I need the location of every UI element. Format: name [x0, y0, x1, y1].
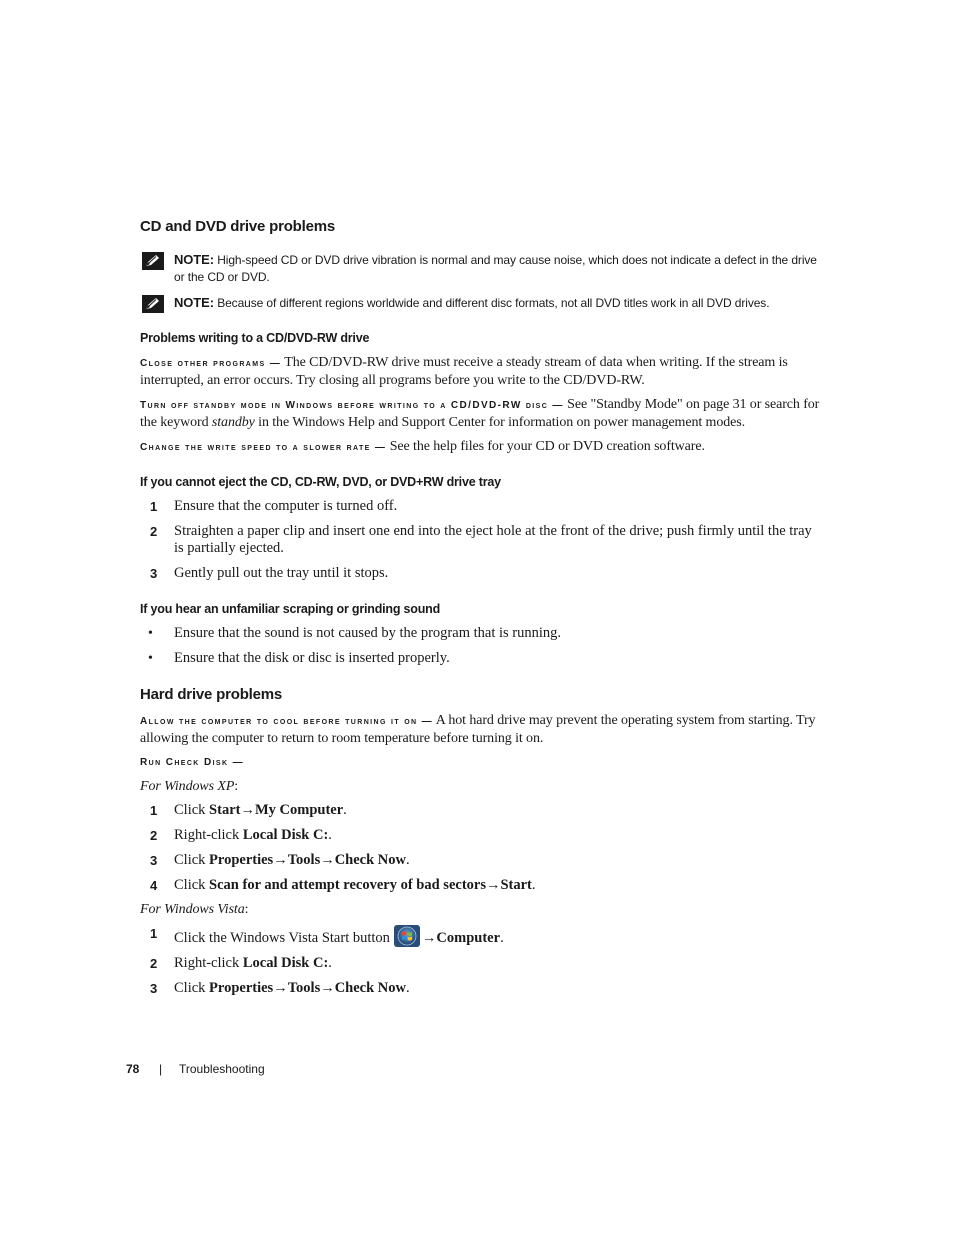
- step-text: Ensure that the computer is turned off.: [174, 498, 398, 514]
- note-pencil-icon: [142, 295, 164, 313]
- tip-lead: Turn off standby mode in Windows before writing to a CD/DVD-RW disc —: [140, 400, 564, 411]
- tip-text: See "Standby Mode" on page 31 or search for the keyword: [140, 397, 820, 430]
- os-label-xp: For Windows XP:: [140, 779, 239, 794]
- tip-close-programs: [140, 354, 820, 389]
- subsection-title-eject: If you cannot eject the CD, CD-RW, DVD, or DVD+RW drive tray: [140, 475, 501, 489]
- step-number: 3: [150, 566, 158, 581]
- bullet-text: Ensure that the sound is not caused by the program that is running.: [174, 625, 561, 641]
- ui-path: Start→My Computer: [209, 802, 344, 818]
- step-number: 1: [150, 926, 158, 941]
- tip-text: in the Windows Help and Support Center for information on power management modes.: [258, 415, 745, 430]
- page-number: 78: [126, 1062, 140, 1076]
- os-label-vista: For Windows Vista:: [140, 902, 249, 917]
- tip-check-disk: [140, 753, 820, 771]
- sound-bullets: [140, 625, 820, 667]
- subsection-title-writing: Problems writing to a CD/DVD-RW drive: [140, 331, 370, 345]
- tip-lead: Run Check Disk —: [140, 757, 245, 768]
- footer-separator: |: [159, 1062, 163, 1076]
- tip-standby: [140, 396, 820, 431]
- vista-steps: [140, 925, 820, 997]
- list-item: 2 Right-click Local Disk C:.: [150, 955, 332, 971]
- ui-path: Properties→Tools→Check Now: [209, 852, 407, 868]
- list-item: 1 Click the Windows Vista Start button →Computer.: [150, 926, 504, 946]
- tip-text: The CD/DVD-RW drive must receive a steady stream of data when writing. If the stream is interrupted, an error occurs. Try closing all programs before you write to the CD/DVD-RW.: [140, 355, 788, 388]
- list-item: 2 Right-click Local Disk C:.: [150, 827, 332, 843]
- note-text: High-speed CD or DVD drive vibration is normal and may cause noise, which does not indicate a defect in the drive or the CD or DVD.: [174, 253, 817, 284]
- ui-path: Properties→Tools→Check Now: [209, 980, 407, 996]
- document-page: [140, 218, 820, 997]
- ui-path: Local Disk C:: [242, 955, 329, 971]
- ui-path: Local Disk C:: [242, 827, 329, 843]
- list-item: [140, 523, 820, 557]
- list-item: [140, 625, 820, 642]
- section-title-hard-drive: Hard drive problems: [140, 686, 283, 703]
- step-text: Gently pull out the tray until it stops.: [174, 565, 389, 581]
- note-label: NOTE:: [174, 295, 214, 310]
- list-item: [140, 650, 820, 667]
- list-item: 3 Click Properties→Tools→Check Now.: [150, 852, 410, 868]
- tip-lead: Close other programs —: [140, 358, 282, 369]
- windows-vista-start-icon: [394, 925, 418, 945]
- bullet-text: Ensure that the disk or disc is inserted properly.: [174, 650, 450, 666]
- xp-steps: [140, 802, 820, 894]
- footer-section-name: Troubleshooting: [179, 1062, 265, 1076]
- list-item: [140, 565, 820, 582]
- subsection-title-sound: If you hear an unfamiliar scraping or grinding sound: [140, 602, 441, 616]
- list-item: [140, 498, 820, 515]
- ui-path: →Computer: [421, 930, 501, 946]
- tip-text: A hot hard drive may prevent the operating system from starting. Try allowing the computer to return to room temperature before turning it on.: [140, 713, 816, 746]
- step-text: Straighten a paper clip and insert one end into the eject hole at the front of the drive; push firmly until the tray is partially ejected.: [174, 523, 812, 556]
- tip-write-speed: [140, 438, 820, 456]
- tip-text: See the help files for your CD or DVD creation software.: [389, 439, 705, 454]
- step-number: 3: [150, 853, 158, 868]
- step-number: 2: [150, 828, 158, 843]
- section-title-cd-dvd: CD and DVD drive problems: [140, 218, 336, 235]
- step-number: 2: [150, 956, 158, 971]
- list-item: 3 Click Properties→Tools→Check Now.: [150, 980, 410, 996]
- step-number: 2: [150, 524, 158, 539]
- note-label: NOTE:: [174, 252, 214, 267]
- step-number: 1: [150, 499, 158, 514]
- list-item: 1 Click Start→My Computer.: [150, 802, 347, 818]
- list-item: 4 Click Scan for and attempt recovery of bad sectors→Start.: [150, 877, 536, 893]
- step-number: 4: [150, 878, 158, 893]
- note-pencil-icon: [142, 252, 164, 270]
- page-footer: [126, 1062, 265, 1076]
- tip-lead: Change the write speed to a slower rate —: [140, 442, 387, 453]
- note-regions: [140, 294, 820, 312]
- note-text: Because of different regions worldwide and different disc formats, not all DVD titles work in all DVD drives.: [217, 296, 770, 310]
- tip-keyword: standby: [211, 415, 255, 430]
- step-number: 1: [150, 803, 158, 818]
- tip-cool-computer: [140, 712, 820, 747]
- tip-lead: Allow the computer to cool before turning it on —: [140, 716, 434, 727]
- note-vibration: [140, 251, 820, 286]
- eject-steps: [140, 498, 820, 582]
- bullet-mark: •: [148, 626, 153, 641]
- ui-path: Scan for and attempt recovery of bad sectors→Start: [209, 877, 532, 893]
- step-number: 3: [150, 981, 158, 996]
- bullet-mark: •: [148, 651, 153, 666]
